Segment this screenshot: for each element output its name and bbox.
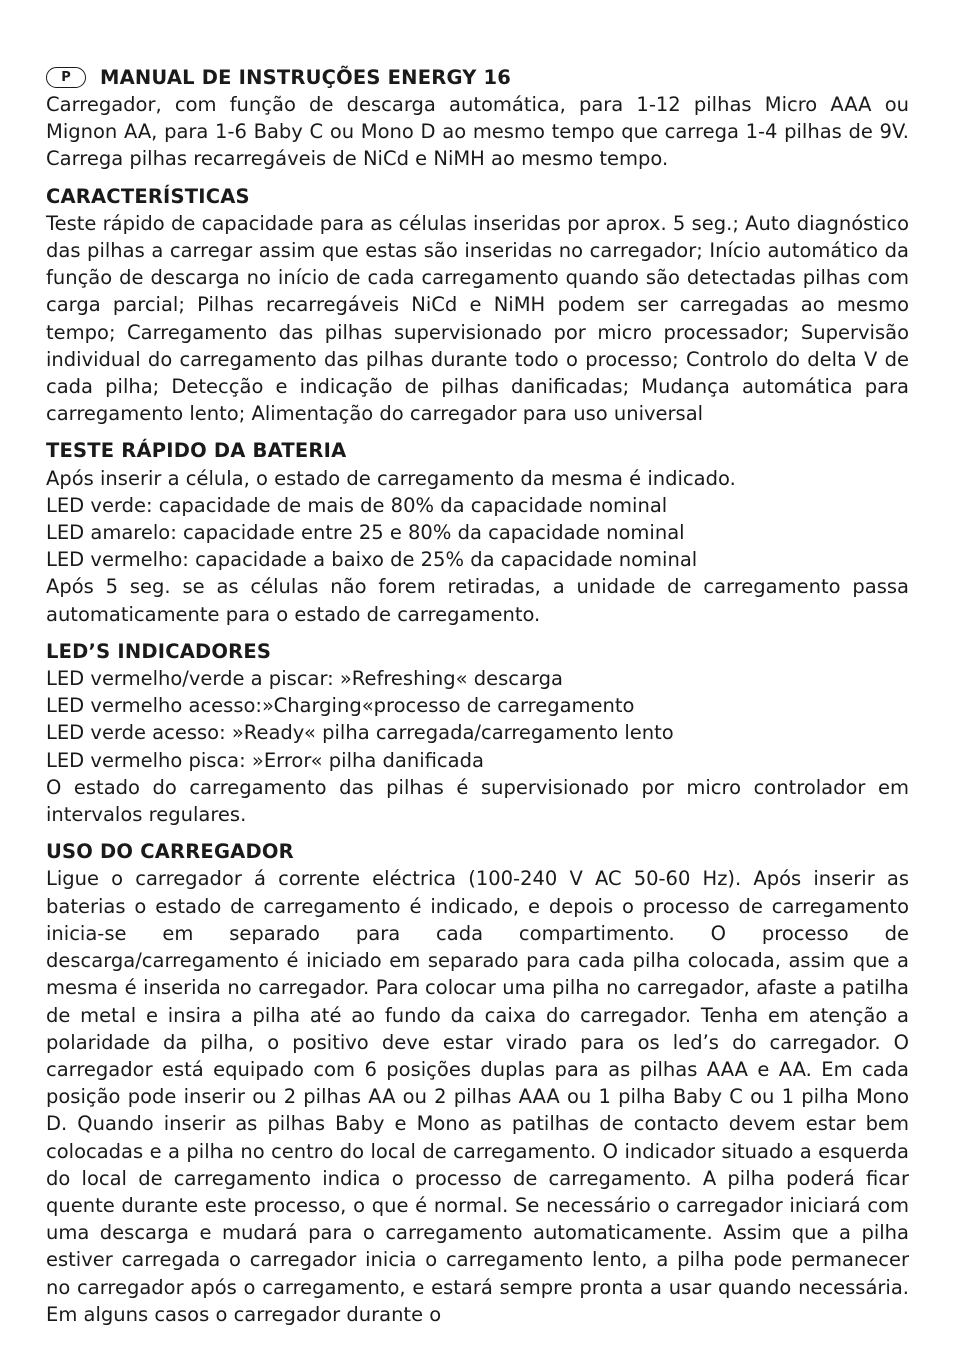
usage-paragraph: Ligue o carregador á corrente eléctrica (100-240 V AC 50-60 Hz). Após inserir as baterias o estado de carregamento é indicado, e depois o processo de carregamento inicia-se em separado para cada compartimento. O processo de descarga/carregamento é iniciado em separado para cada pilha colocada, assim que a mesma é inserida no carregador. Para colocar uma pilha no carregador, afaste a patilha de metal e insira a pilha até ao fundo da caixa do carregador. Tenha em atenção a polaridade da pilha, o positivo deve estar virado para os led’s do carregador. O carregador está equipado com 6 posições duplas para as pilhas AAA e AA. Em cada posição pode inserir ou 2 pilhas AA ou 2 pilhas AAA ou 1 pilha Baby C ou 1 pilha Mono D. Quando inserir as pilhas Baby e Mono as patilhas de contacto devem estar bem colocadas e a pilha no centro do local de carregamento. O indicador situado a esquerda do local de carregamento indica o processo de carregamento. A pilha poderá ficar quente durante este processo, o que é normal. Se necessário o carregador iniciará com uma descarga e mudará para o carregamento automaticamente. Assim que a pilha estiver carregada o carregador inicia o carregamento lento, a pilha pode permanecer no carregador após o carregamento, e estará sempre pronta a usar quando necessária. Em alguns casos o carregador durante o: [46, 867, 909, 1326]
usage-heading: USO DO CARREGADOR: [46, 840, 294, 864]
manual-page: [46, 64, 909, 1328]
led-indicator-line: LED vermelho acesso:»Charging«processo de carregamento: [46, 694, 635, 718]
led-indicator-line: LED verde acesso: »Ready« pilha carregada/carregamento lento: [46, 721, 674, 745]
language-badge: P: [46, 67, 86, 88]
quick-test-line: Após inserir a célula, o estado de carregamento da mesma é indicado.: [46, 466, 736, 490]
quick-test-line: LED amarelo: capacidade entre 25 e 80% da capacidade nominal: [46, 521, 685, 545]
manual-title: MANUAL DE INSTRUÇÕES ENERGY 16: [100, 65, 512, 89]
title-row: [46, 64, 909, 91]
leds-paragraph: O estado do carregamento das pilhas é supervisionado por micro controlador em intervalos regulares.: [46, 775, 909, 827]
led-indicator-line: LED vermelho pisca: »Error« pilha danificada: [46, 748, 484, 772]
quick-test-line: LED verde: capacidade de mais de 80% da capacidade nominal: [46, 493, 668, 517]
intro-paragraph: Carregador, com função de descarga automática, para 1-12 pilhas Micro AAA ou Mignon AA, para 1-6 Baby C ou Mono D ao mesmo tempo que carrega 1-4 pilhas de 9V. Carrega pilhas recarregáveis de NiCd e NiMH ao mesmo tempo.: [46, 93, 909, 171]
leds-heading: LED’S INDICADORES: [46, 639, 272, 663]
quick-test-paragraph: Após 5 seg. se as células não forem retiradas, a unidade de carregamento passa automaticamente para o estado de carregamento.: [46, 575, 909, 626]
led-indicator-line: LED vermelho/verde a piscar: »Refreshing« descarga: [46, 667, 563, 691]
features-heading: CARACTERÍSTICAS: [46, 184, 250, 208]
quick-test-line: LED vermelho: capacidade a baixo de 25% da capacidade nominal: [46, 548, 698, 572]
features-paragraph: Teste rápido de capacidade para as células inseridas por aprox. 5 seg.; Auto diagnóstico das pilhas a carregar assim que estas são inseridas no carregador; Início automático da função de descarga no início de cada carregamento quando são detectadas pilhas com carga parcial; Pilhas recarregáveis NiCd e NiMH podem ser carregadas ao mesmo tempo; Carregamento das pilhas supervisionado por micro processador; Supervisão individual do carregamento das pilhas durante todo o processo; Controlo do delta V de cada pilha; Detecção e indicação de pilhas danificadas; Mudança automática para carregamento lento; Alimentação do carregador para uso universal: [46, 211, 909, 426]
quick-test-heading: TESTE RÁPIDO DA BATERIA: [46, 439, 347, 463]
